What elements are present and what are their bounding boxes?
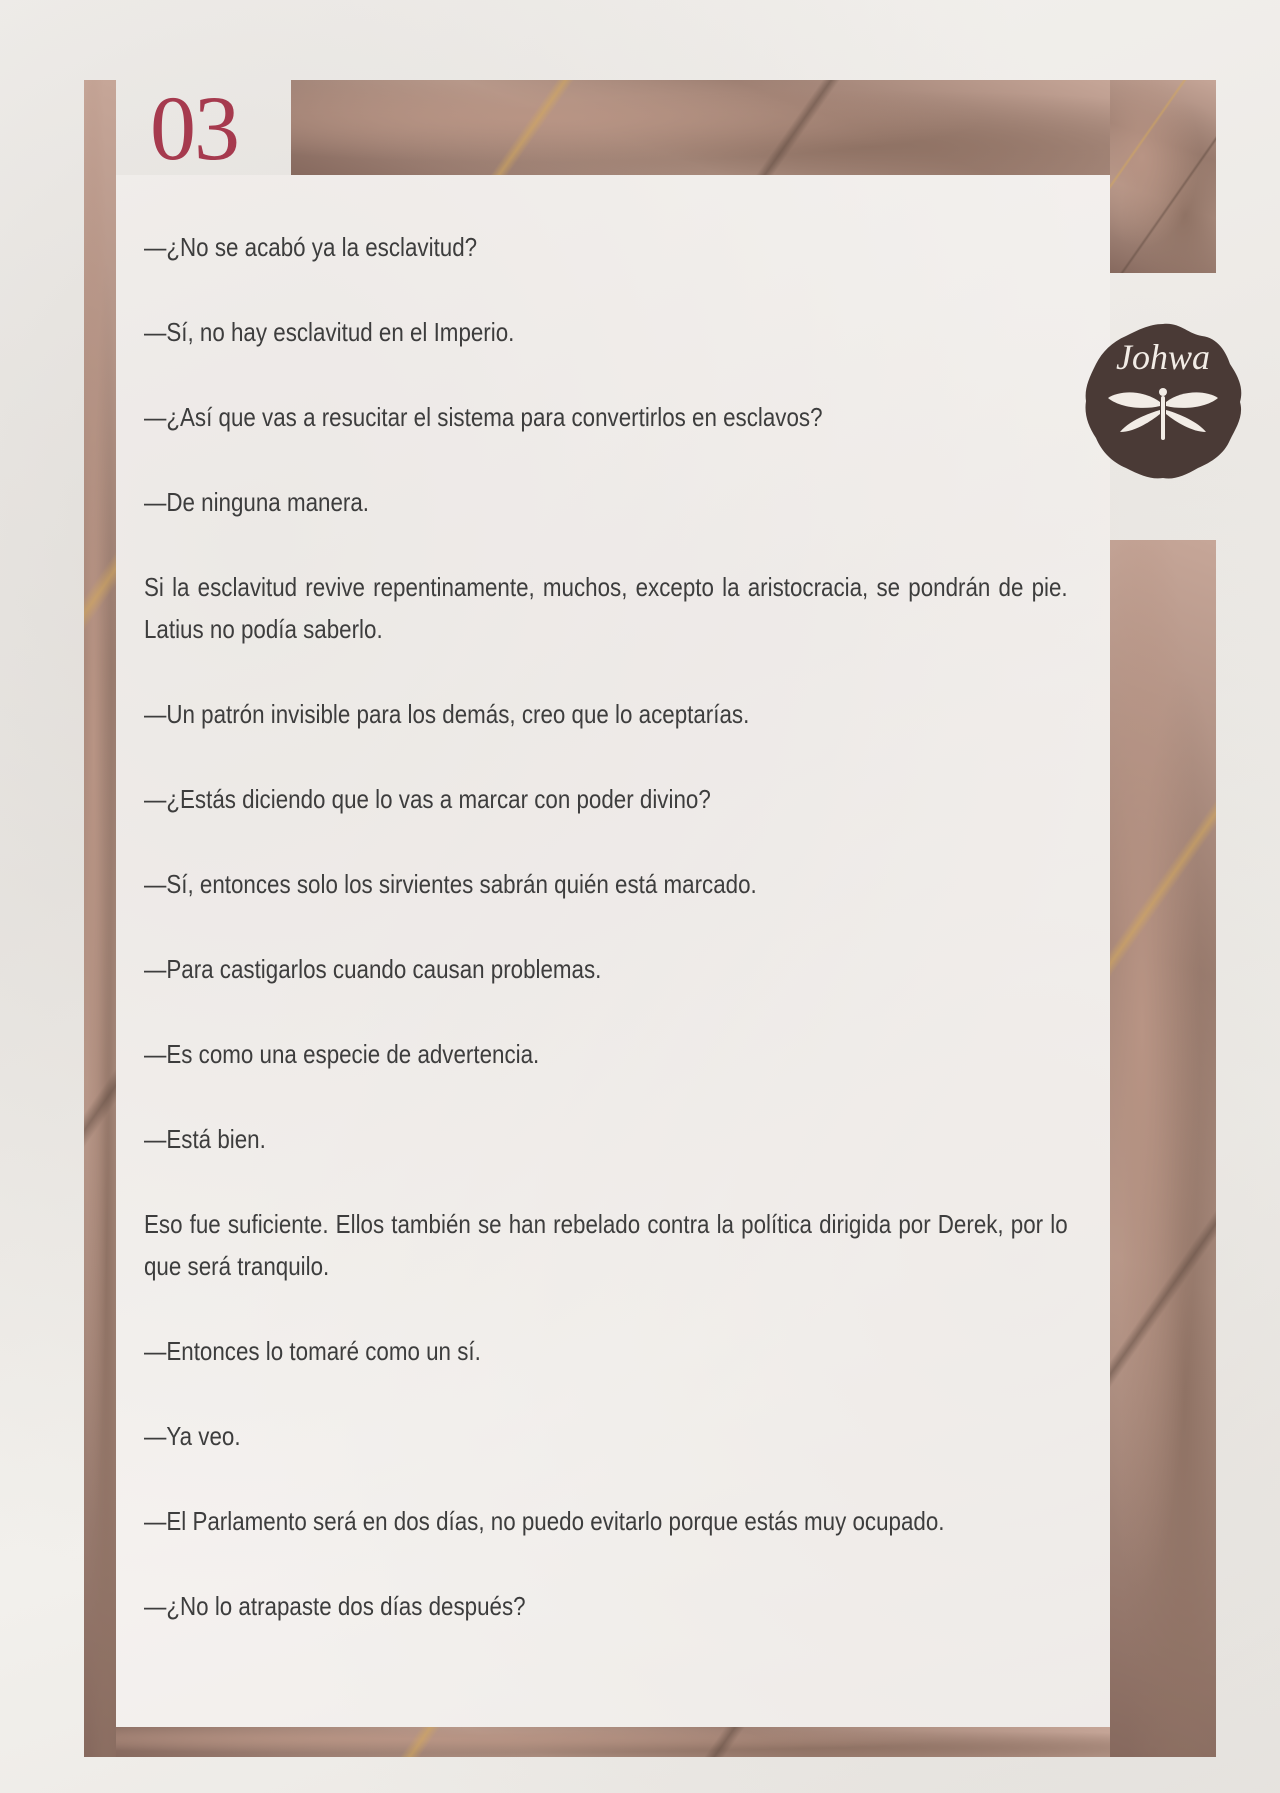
paragraph: —Un patrón invisible para los demás, creo que lo aceptarías. [144,699,750,729]
marble-border-right-top [1110,80,1216,273]
logo-text: Johwa [1116,337,1210,377]
paragraph: —Entonces lo tomaré como un sí. [144,1336,481,1366]
chapter-number: 03 [150,77,238,179]
paragraph: —El Parlamento será en dos días, no puedo evitarlo porque estás muy ocupado. [144,1506,945,1536]
paragraph: —Es como una especie de advertencia. [144,1039,540,1069]
marble-border-bottom [116,1727,1110,1757]
marble-border-top [291,80,1110,175]
paragraph: —¿Estás diciendo que lo vas a marcar con poder divino? [144,784,711,814]
paragraph: —¿No lo atrapaste dos días después? [144,1591,526,1621]
paragraph: Si la esclavitud revive repentinamente, muchos, excepto la aristocracia, se pondrán de pie. Latius no podía saberlo. [144,572,1068,644]
marble-border-left [84,80,116,1757]
johwa-logo [1080,318,1246,484]
paragraph: —Sí, entonces solo los sirvientes sabrán quién está marcado. [144,869,757,899]
paragraph: Eso fue suficiente. Ellos también se han rebelado contra la política dirigida por Derek, por lo que será tranquilo. [144,1209,1068,1281]
marble-border-right [1110,540,1216,1757]
paragraph: —¿No se acabó ya la esclavitud? [144,232,478,262]
paragraph: —De ninguna manera. [144,487,369,517]
paragraph: —¿Así que vas a resucitar el sistema para convertirlos en esclavos? [144,402,823,432]
chapter-text [144,226,1068,1670]
paragraph: —Sí, no hay esclavitud en el Imperio. [144,317,515,347]
paragraph: —Para castigarlos cuando causan problemas. [144,954,602,984]
paragraph: —Ya veo. [144,1421,241,1451]
paragraph: —Está bien. [144,1124,266,1154]
